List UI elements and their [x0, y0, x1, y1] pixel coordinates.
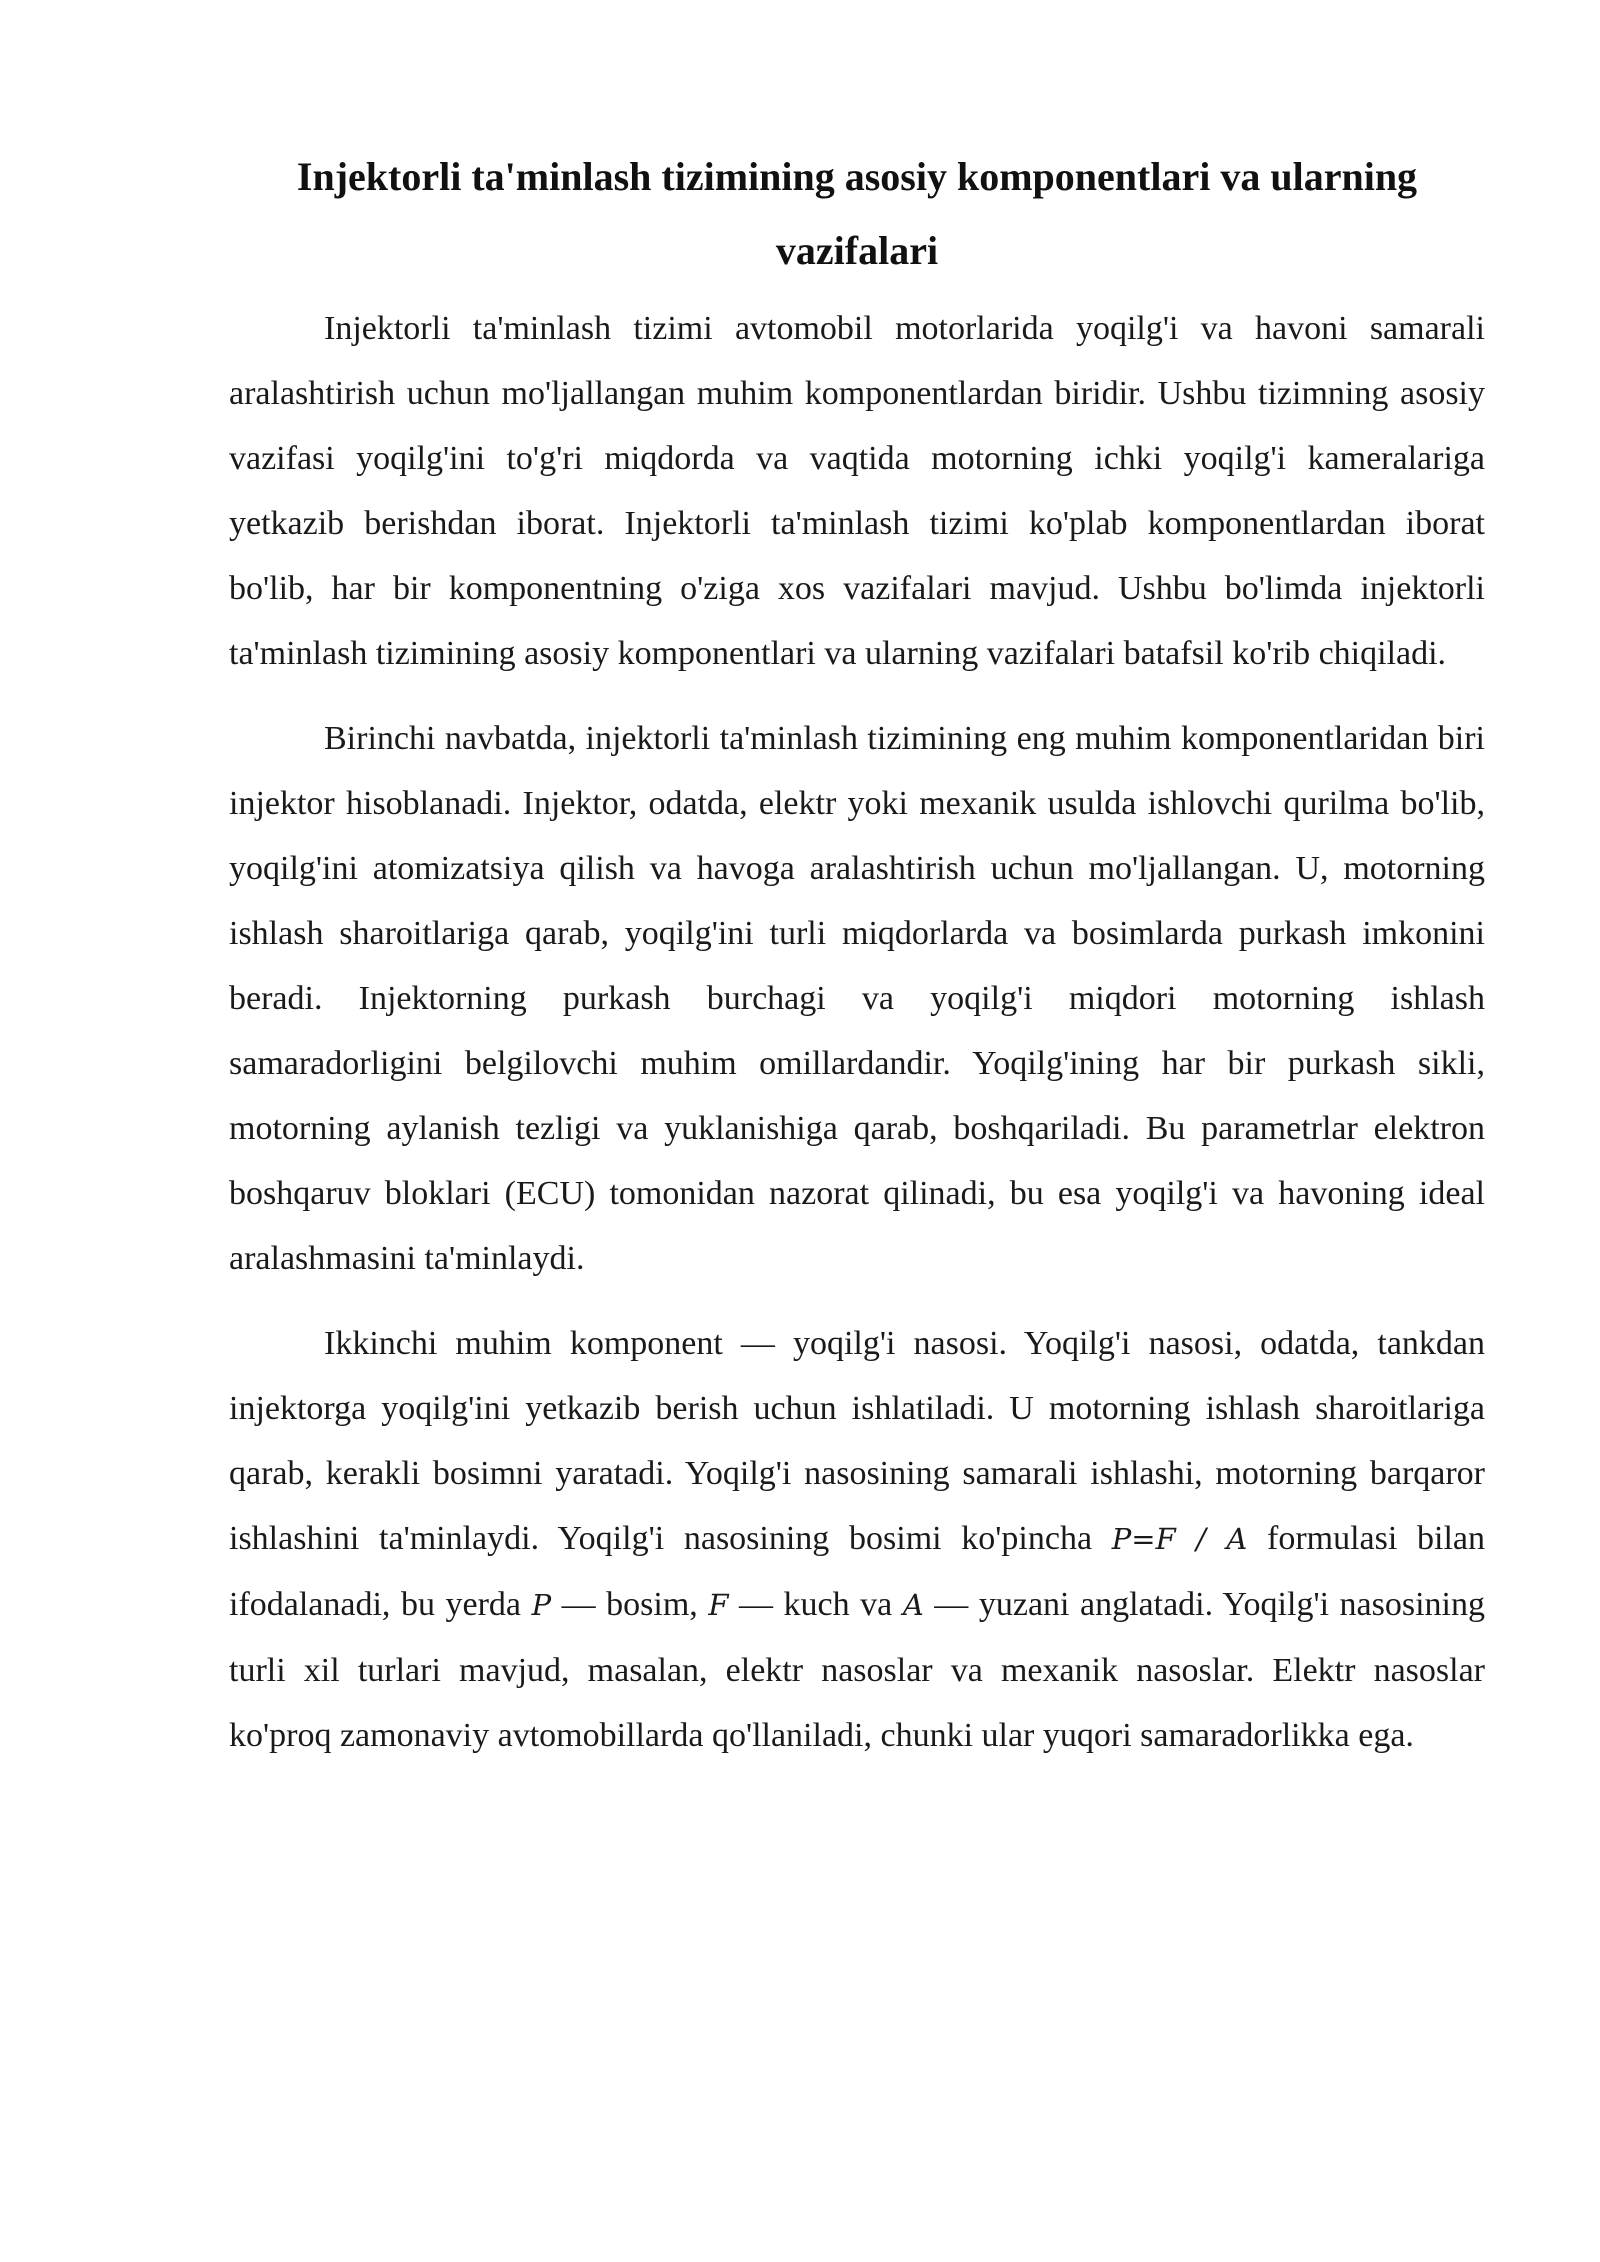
paragraph-text-segment: — yuzani anglatadi. Yoqilg'i nasosining turli xil turlari mavjud, masalan, elektr nasoslar va mexanik nasoslar. Elektr nasoslar ko'proq zamonaviy avtomobillarda qo'llaniladi, chunki ular yuqori samaradorlikka ega.: [229, 1586, 1486, 1754]
variable-a: A: [902, 1588, 924, 1622]
paragraph-intro: Injektorli ta'minlash tizimi avtomobil motorlarida yoqilg'i va havoni samarali aralashtirish uchun mo'ljallangan muhim komponentlardan biridir. Ushbu tizimning asosiy vazifasi yoqilg'ini to'g'ri miqdorda va vaqtida motorning ichki yoqilg'i kameralariga yetkazib berishdan iborat. Injektorli ta'minlash tizimi ko'plab komponentlardan iborat bo'lib, har bir komponentning o'ziga xos vazifalari mavjud. Ushbu bo'limda injektorli ta'minlash tizimining asosiy komponentlari va ularning vazifalari batafsil ko'rib chiqiladi.: [229, 310, 1485, 672]
paragraph-text-segment: formulasi bilan ifodalanadi, bu yerda: [229, 1520, 1485, 1623]
paragraph-text-segment: Ikkinchi muhim komponent — yoqilg'i nasosi. Yoqilg'i nasosi, odatda, tankdan injektorga yoqilg'ini yetkazib berish uchun ishlatiladi. U motorning ishlash sharoitlariga qarab, kerakli bosimni yaratadi. Yoqilg'i nasosining samarali ishlashi, motorning barqaror ishlashini ta'minlaydi. Yoqilg'i nasosining bosimi ko'pincha: [229, 1325, 1485, 1557]
document-page: [229, 140, 1485, 1788]
variable-f: F: [708, 1588, 729, 1622]
paragraph-fuel-pump: [229, 1311, 1485, 1768]
pressure-formula: P=F / A: [1111, 1522, 1248, 1556]
paragraph-injector: Birinchi navbatda, injektorli ta'minlash tizimining eng muhim komponentlaridan biri injektor hisoblanadi. Injektor, odatda, elektr yoki mexanik usulda ishlovchi qurilma bo'lib, yoqilg'ini atomizatsiya qilish va havoga aralashtirish uchun mo'ljallangan. U, motorning ishlash sharoitlariga qarab, yoqilg'ini turli miqdorlarda va bosimlarda purkash imkonini beradi. Injektorning purkash burchagi va yoqilg'i miqdori motorning ishlash samaradorligini belgilovchi muhim omillardandir. Yoqilg'ining har bir purkash sikli, motorning aylanish tezligi va yuklanishiga qarab, boshqariladi. Bu parametrlar elektron boshqaruv bloklari (ECU) tomonidan nazorat qilinadi, bu esa yoqilg'i va havoning ideal aralashmasini ta'minlaydi.: [229, 720, 1485, 1277]
paragraph-text-segment: — bosim,: [551, 1586, 709, 1623]
variable-p: P: [531, 1588, 552, 1622]
document-title: Injektorli ta'minlash tizimining asosiy komponentlari va ularning vazifalari: [296, 154, 1418, 273]
paragraph-text-segment: — kuch va: [728, 1586, 903, 1623]
